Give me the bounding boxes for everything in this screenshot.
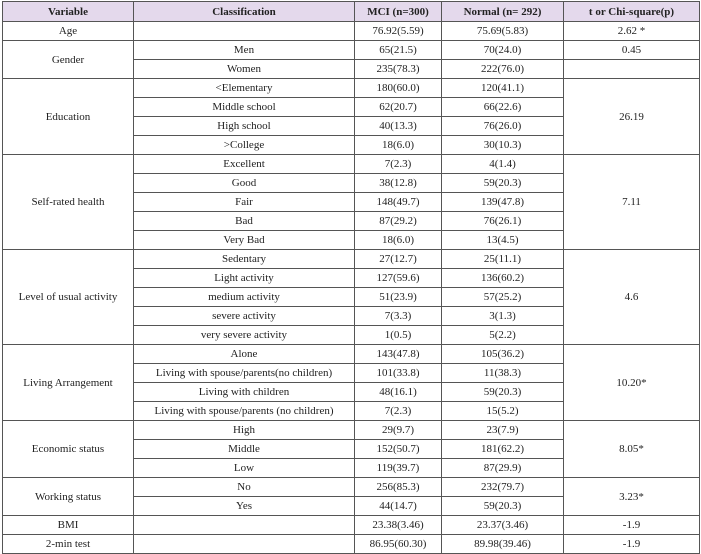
mci-value-cell: 143(47.8) [355, 345, 442, 364]
classification-cell: Low [134, 459, 355, 478]
mci-value-cell: 48(16.1) [355, 383, 442, 402]
classification-cell: Very Bad [134, 231, 355, 250]
variable-cell: Self-rated health [3, 155, 134, 250]
normal-value-cell: 87(29.9) [442, 459, 564, 478]
variable-cell: Living Arrangement [3, 345, 134, 421]
classification-cell: Living with children [134, 383, 355, 402]
mci-value-cell: 7(3.3) [355, 307, 442, 326]
mci-value-cell: 76.92(5.59) [355, 22, 442, 41]
variable-cell: Economic status [3, 421, 134, 478]
normal-value-cell: 13(4.5) [442, 231, 564, 250]
classification-cell [134, 516, 355, 535]
normal-value-cell: 59(20.3) [442, 174, 564, 193]
table-row [3, 22, 700, 41]
mci-value-cell: 256(85.3) [355, 478, 442, 497]
normal-value-cell: 139(47.8) [442, 193, 564, 212]
classification-cell: Excellent [134, 155, 355, 174]
classification-cell: Fair [134, 193, 355, 212]
normal-value-cell: 23.37(3.46) [442, 516, 564, 535]
normal-value-cell: 57(25.2) [442, 288, 564, 307]
mci-value-cell: 127(59.6) [355, 269, 442, 288]
classification-cell: <Elementary [134, 79, 355, 98]
classification-cell: Light activity [134, 269, 355, 288]
mci-value-cell: 7(2.3) [355, 155, 442, 174]
table-row [3, 79, 700, 98]
classification-cell: Living with spouse/parents (no children) [134, 402, 355, 421]
header-classification: Classification [134, 2, 355, 22]
table-row [3, 41, 700, 60]
normal-value-cell: 25(11.1) [442, 250, 564, 269]
mci-value-cell: 23.38(3.46) [355, 516, 442, 535]
mci-value-cell: 38(12.8) [355, 174, 442, 193]
mci-value-cell: 148(49.7) [355, 193, 442, 212]
classification-cell: Middle school [134, 98, 355, 117]
mci-value-cell: 62(20.7) [355, 98, 442, 117]
mci-value-cell: 152(50.7) [355, 440, 442, 459]
normal-value-cell: 30(10.3) [442, 136, 564, 155]
mci-value-cell: 87(29.2) [355, 212, 442, 231]
statistic-cell: 2.62 * [564, 22, 700, 41]
mci-value-cell: 18(6.0) [355, 136, 442, 155]
normal-value-cell: 76(26.1) [442, 212, 564, 231]
mci-value-cell: 18(6.0) [355, 231, 442, 250]
header-normal: Normal (n= 292) [442, 2, 564, 22]
normal-value-cell: 11(38.3) [442, 364, 564, 383]
classification-cell: No [134, 478, 355, 497]
mci-value-cell: 65(21.5) [355, 41, 442, 60]
normal-value-cell: 120(41.1) [442, 79, 564, 98]
statistic-cell: 8.05* [564, 421, 700, 478]
statistic-cell: 4.6 [564, 250, 700, 345]
statistic-cell: 3.23* [564, 478, 700, 516]
normal-value-cell: 59(20.3) [442, 497, 564, 516]
header-variable: Variable [3, 2, 134, 22]
table-row [3, 345, 700, 364]
classification-cell: Alone [134, 345, 355, 364]
header-mci: MCI (n=300) [355, 2, 442, 22]
statistic-cell: 0.45 [564, 41, 700, 60]
normal-value-cell: 59(20.3) [442, 383, 564, 402]
table-row [3, 155, 700, 174]
classification-cell: Living with spouse/parents(no children) [134, 364, 355, 383]
statistic-cell: 7.11 [564, 155, 700, 250]
mci-value-cell: 29(9.7) [355, 421, 442, 440]
normal-value-cell: 70(24.0) [442, 41, 564, 60]
normal-value-cell: 4(1.4) [442, 155, 564, 174]
classification-cell: Good [134, 174, 355, 193]
normal-value-cell: 136(60.2) [442, 269, 564, 288]
variable-cell: Working status [3, 478, 134, 516]
mci-value-cell: 119(39.7) [355, 459, 442, 478]
classification-cell: Yes [134, 497, 355, 516]
normal-value-cell: 89.98(39.46) [442, 535, 564, 554]
normal-value-cell: 66(22.6) [442, 98, 564, 117]
mci-value-cell: 1(0.5) [355, 326, 442, 345]
table-row [3, 478, 700, 497]
table-row [3, 535, 700, 554]
normal-value-cell: 222(76.0) [442, 60, 564, 79]
table-row [3, 516, 700, 535]
classification-cell: very severe activity [134, 326, 355, 345]
mci-value-cell: 7(2.3) [355, 402, 442, 421]
normal-value-cell: 76(26.0) [442, 117, 564, 136]
classification-cell: Middle [134, 440, 355, 459]
variable-cell: 2-min test [3, 535, 134, 554]
variable-cell: Gender [3, 41, 134, 79]
normal-value-cell: 232(79.7) [442, 478, 564, 497]
mci-value-cell: 40(13.3) [355, 117, 442, 136]
classification-cell: >College [134, 136, 355, 155]
mci-value-cell: 235(78.3) [355, 60, 442, 79]
mci-value-cell: 101(33.8) [355, 364, 442, 383]
classification-cell: Men [134, 41, 355, 60]
mci-value-cell: 27(12.7) [355, 250, 442, 269]
mci-value-cell: 180(60.0) [355, 79, 442, 98]
statistic-cell: 10.20* [564, 345, 700, 421]
header-statistic: t or Chi-square(p) [564, 2, 700, 22]
classification-cell: Women [134, 60, 355, 79]
normal-value-cell: 105(36.2) [442, 345, 564, 364]
normal-value-cell: 75.69(5.83) [442, 22, 564, 41]
table-body [3, 22, 700, 554]
statistic-cell: 26.19 [564, 79, 700, 155]
mci-vs-normal-table [2, 1, 700, 554]
normal-value-cell: 23(7.9) [442, 421, 564, 440]
statistic-cell: -1.9 [564, 535, 700, 554]
classification-cell: medium activity [134, 288, 355, 307]
normal-value-cell: 181(62.2) [442, 440, 564, 459]
variable-cell: Education [3, 79, 134, 155]
classification-cell: High [134, 421, 355, 440]
normal-value-cell: 3(1.3) [442, 307, 564, 326]
classification-cell [134, 22, 355, 41]
statistic-cell [564, 60, 700, 79]
normal-value-cell: 5(2.2) [442, 326, 564, 345]
classification-cell [134, 535, 355, 554]
statistic-cell: -1.9 [564, 516, 700, 535]
normal-value-cell: 15(5.2) [442, 402, 564, 421]
variable-cell: Age [3, 22, 134, 41]
classification-cell: High school [134, 117, 355, 136]
variable-cell: Level of usual activity [3, 250, 134, 345]
table-row [3, 421, 700, 440]
classification-cell: Bad [134, 212, 355, 231]
classification-cell: severe activity [134, 307, 355, 326]
mci-value-cell: 44(14.7) [355, 497, 442, 516]
mci-value-cell: 51(23.9) [355, 288, 442, 307]
mci-value-cell: 86.95(60.30) [355, 535, 442, 554]
variable-cell: BMI [3, 516, 134, 535]
classification-cell: Sedentary [134, 250, 355, 269]
table-row [3, 250, 700, 269]
header-row [3, 2, 700, 22]
